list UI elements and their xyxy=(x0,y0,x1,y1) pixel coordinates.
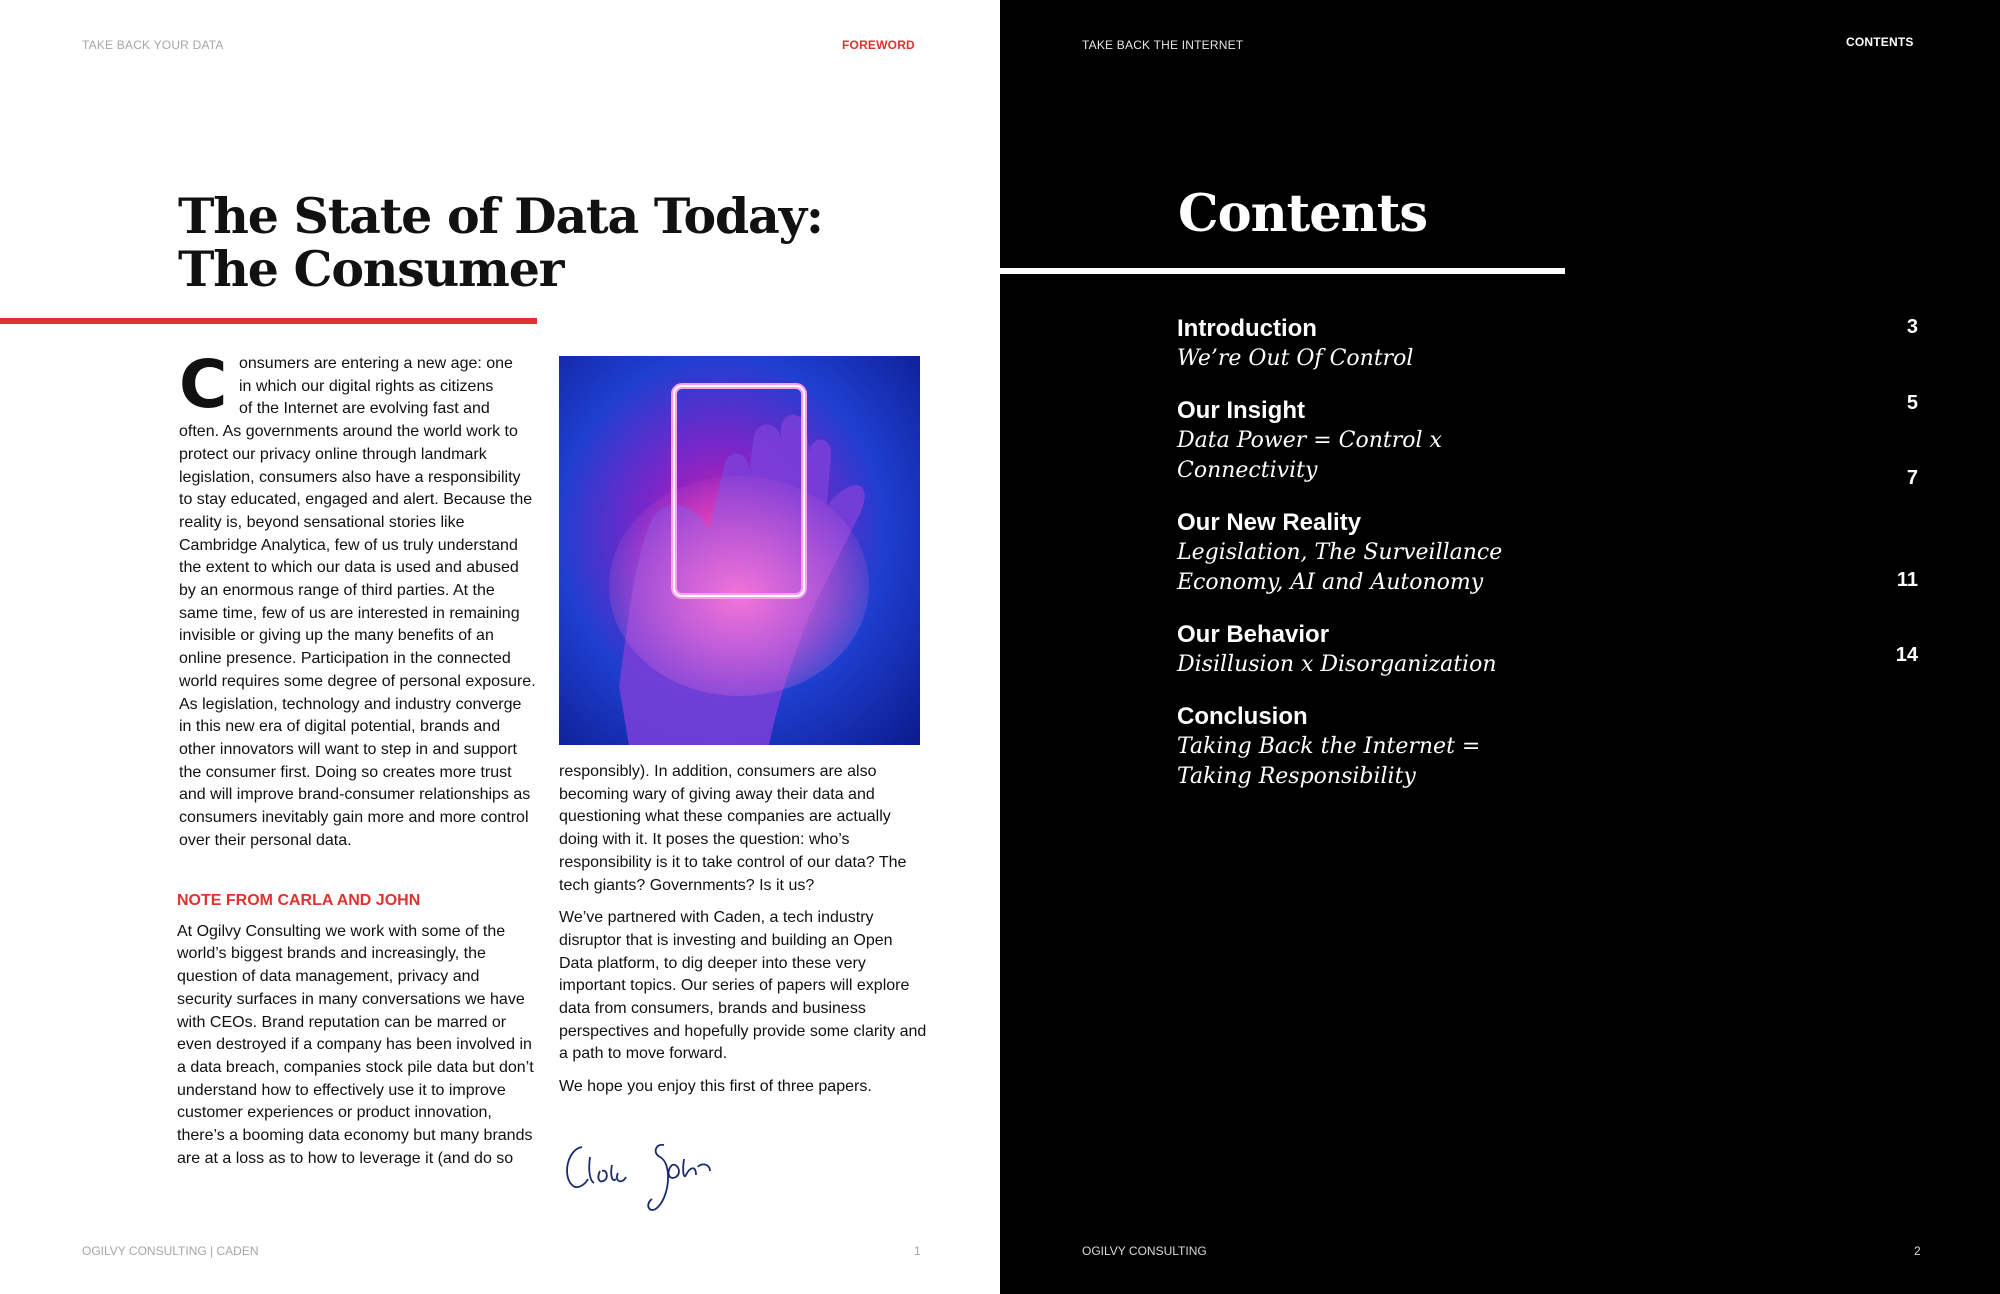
toc-heading: Our Insight xyxy=(1177,397,1305,424)
signature-drawing xyxy=(560,1135,740,1215)
toc-subtitle: Legislation, The Surveillance xyxy=(1177,540,1503,565)
drop-cap: C xyxy=(179,346,228,423)
toc-subtitle: Disillusion x Disorganization xyxy=(1177,652,1497,677)
toc-item-introduction[interactable] xyxy=(1177,314,1677,374)
note-heading: NOTE FROM CARLA AND JOHN xyxy=(177,892,421,909)
closing-line: We hope you enjoy this first of three papers. xyxy=(559,1078,872,1096)
signature-john xyxy=(648,1145,710,1210)
toc-heading: Our Behavior xyxy=(1177,621,1330,648)
title-underline-rule xyxy=(0,318,537,324)
note-paragraph: At Ogilvy Consulting we work with some of the world’s biggest brands and increasingly, the question of data management, privacy and security surfaces in many conversations we have with CEOs. Brand reputation can be marred or even destroyed if a company has been involved in a data breach, companies stock pile data but don’t understand how to effectively use it to improve customer experiences or product innovation, there’s a booming data economy but many brands are at a loss as to how to leverage it (and do so xyxy=(177,922,534,1167)
toc-subtitle: Taking Responsibility xyxy=(1177,764,1416,789)
toc-item-our-behavior[interactable] xyxy=(1177,620,1677,680)
toc-item-our-new-reality[interactable] xyxy=(1177,508,1677,598)
toc-subtitle: Data Power = Control x xyxy=(1177,428,1442,453)
section-label-contents: CONTENTS xyxy=(1846,35,1914,49)
toc-subtitle: Taking Back the Internet = xyxy=(1177,734,1481,759)
toc-page-number: 5 xyxy=(1906,392,1918,414)
photo-illustration xyxy=(559,356,920,745)
footer-left: OGILVY CONSULTING | CADEN xyxy=(82,1244,259,1258)
toc-heading: Introduction xyxy=(1177,315,1317,342)
toc-list xyxy=(1177,314,1677,792)
toc-subtitle: We’re Out Of Control xyxy=(1177,346,1414,371)
intro-line-1: onsumers are entering a new age: one xyxy=(239,355,513,372)
contents-underline-rule xyxy=(1000,268,1565,274)
page-title xyxy=(178,187,918,298)
section-label-foreword: FOREWORD xyxy=(842,38,915,52)
toc-item-our-insight[interactable] xyxy=(1177,396,1677,486)
intro-line-3: of the Internet are evolving fast and xyxy=(239,400,490,418)
intro-column xyxy=(179,346,537,852)
toc-page-number: 7 xyxy=(1906,467,1918,489)
title-line-1: The State of Data Today: xyxy=(178,187,823,245)
handwritten-signature xyxy=(560,1135,740,1215)
signature-carla xyxy=(567,1147,626,1187)
toc-heading: Conclusion xyxy=(1177,703,1308,730)
continuation-column xyxy=(559,761,929,1099)
toc-subtitle: Economy, AI and Autonomy xyxy=(1177,570,1484,595)
footer-right: OGILVY CONSULTING xyxy=(1082,1244,1207,1258)
continuation-paragraph-2: We’ve partnered with Caden, a tech industry disruptor that is investing and building an Open Data platform, to dig deeper into these very important topics. Our series of papers will explore data from consumers, brands and business perspectives and hopefully provide some clarity and a path to move forward. xyxy=(559,909,927,1063)
running-head-left: TAKE BACK YOUR DATA xyxy=(82,38,224,52)
page-number-left: 1 xyxy=(914,1244,921,1258)
toc-page-number: 11 xyxy=(1896,569,1918,591)
note-section xyxy=(177,890,537,1170)
title-line-2: The Consumer xyxy=(178,240,564,298)
hand-holding-neon-frame-photo xyxy=(559,356,920,745)
running-head-right: TAKE BACK THE INTERNET xyxy=(1082,38,1244,52)
contents-title: Contents xyxy=(1178,184,1428,244)
toc-page-number: 14 xyxy=(1895,644,1918,666)
toc-heading: Our New Reality xyxy=(1177,509,1362,536)
intro-paragraph: often. As governments around the world work to protect our privacy online through landmark legislation, consumers also have a responsibility to stay educated, engaged and alert. Because the reality is, beyond sensational stories like Cambridge Analytica, few of us truly understand the extent to which our data is used and abused by an enormous range of third parties. At the same time, few of us are interested in remaining invisible or giving up the many benefits of an online presence. Participation in the connected world requires some degree of personal exposure. As legislation, technology and industry converge in this new era of digital potential, brands and other innovators will want to step in and support the consumer first. Doing so creates more trust and will improve brand-consumer relationships as consumers inevitably gain more and more control over their personal data. xyxy=(179,423,536,849)
intro-line-2: in which our digital rights as citizens xyxy=(239,377,494,395)
toc-subtitle: Connectivity xyxy=(1177,458,1318,483)
right-page xyxy=(1000,0,2000,1294)
continuation-paragraph-1: responsibly). In addition, consumers are also becoming wary of giving away their data and questioning what these companies are actually doing with it. It poses the question: who’s responsibility is it to take control of our data? The tech giants? Governments? Is it us? xyxy=(559,763,907,894)
toc-item-conclusion[interactable] xyxy=(1177,702,1677,792)
toc-page-number: 3 xyxy=(1906,316,1918,338)
page-number-right: 2 xyxy=(1914,1244,1921,1258)
glow xyxy=(609,476,869,696)
